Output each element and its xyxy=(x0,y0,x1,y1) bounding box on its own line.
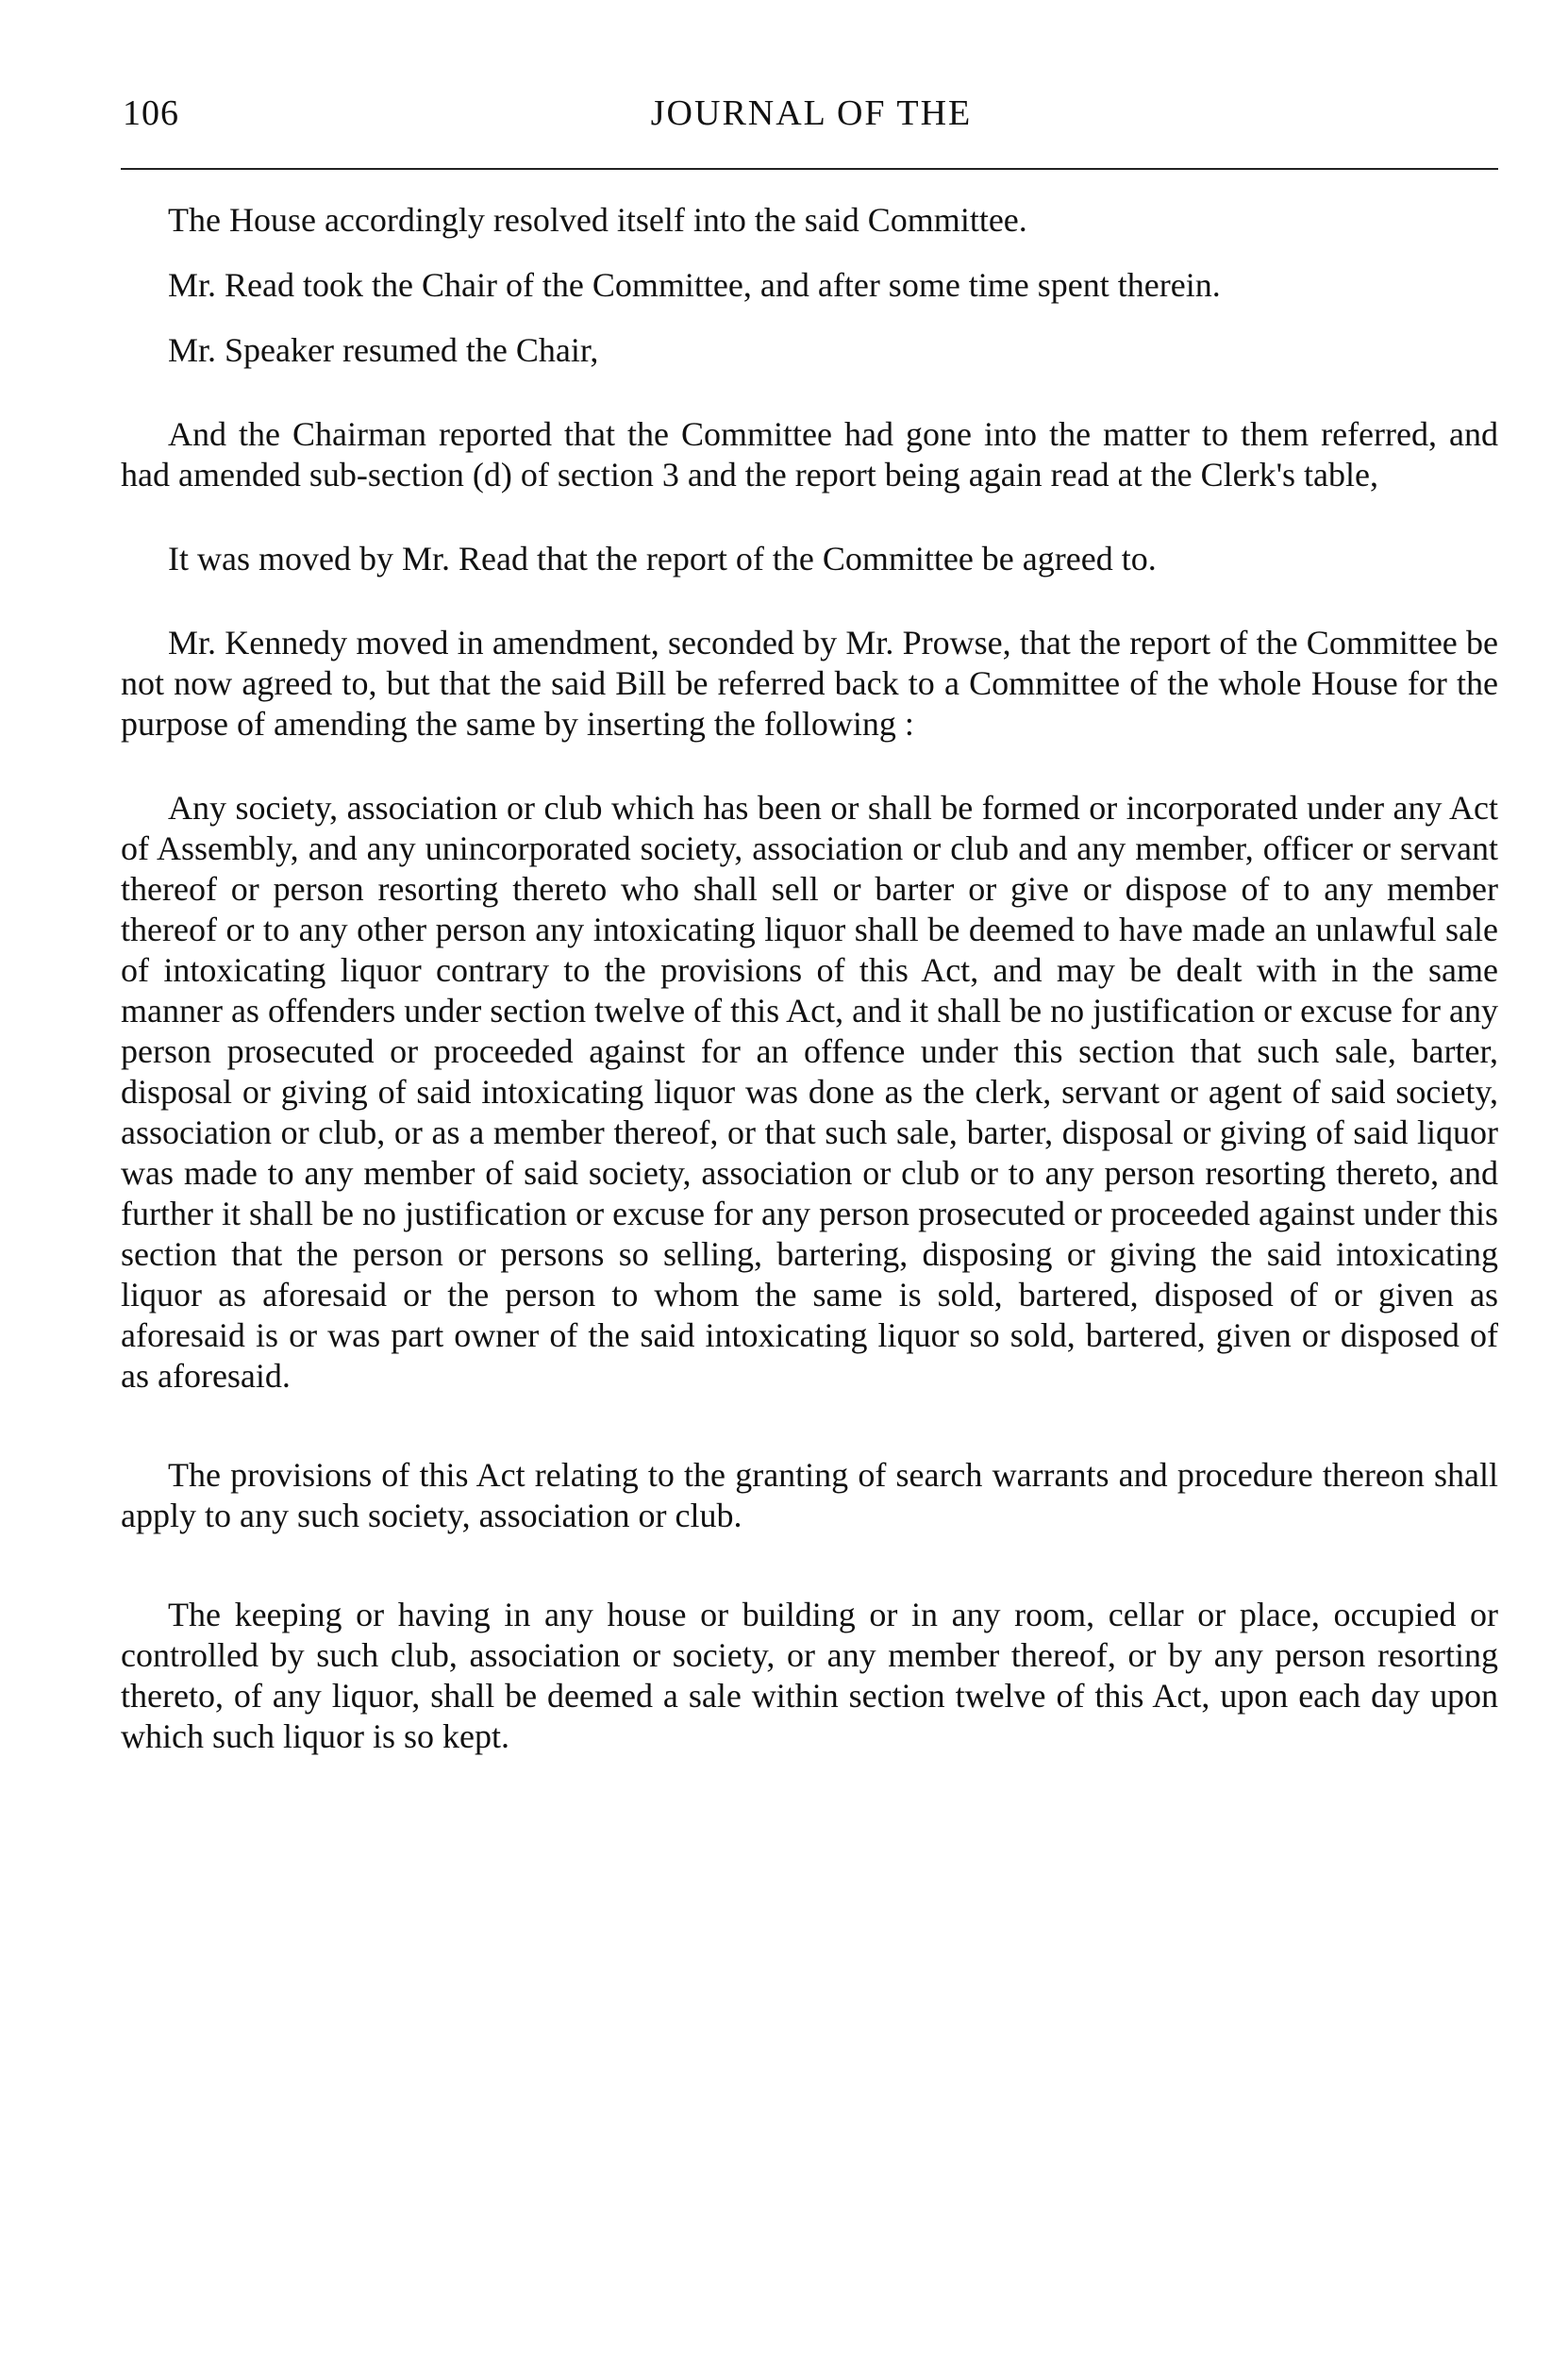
paragraph-keeping-liquor: The keeping or having in any house or building or in any room, cellar or place, occupied or controlled by such club, association or society, or any member thereof, or by any person resorting thereto, of any liquor, shall be deemed a sale within section twelve of this Act, upon each day upon which such liquor is so kept. xyxy=(121,1596,1498,1755)
paragraph-search-warrants: The provisions of this Act relating to the granting of search warrants and procedure thereon shall apply to any such society, association or club. xyxy=(121,1456,1498,1534)
page-header xyxy=(123,92,1500,149)
paragraph-read-took-chair: Mr. Read took the Chair of the Committee, and after some time spent therein. xyxy=(168,266,1221,304)
paragraph-kennedy-amendment: Mr. Kennedy moved in amendment, seconded by Mr. Prowse, that the report of the Committee be not now agreed to, but that the said Bill be referred back to a Committee of the whole House for the purpose of amending the same by inserting the following : xyxy=(121,624,1498,743)
paragraph-society-clause: Any society, association or club which has been or shall be formed or incorporated under any Act of Assembly, and any unincorporated society, association or club and any member, officer or servant thereof or person resorting thereto who shall sell or barter or give or dispose of to any member thereof or to any other person any intoxicating liquor shall be deemed to have made an unlawful sale of intoxicating liquor contrary to the provisions of this Act, and may be dealt with in the same manner as offenders under section twelve of this Act, and it shall be no justification or excuse for any person prosecuted or proceeded against for an offence under this section that such sale, barter, disposal or giving of said intoxicating liquor was done as the clerk, servant or agent of said society, association or club, or as a member thereof, or that such sale, barter, disposal or giving of said liquor was made to any member of said society, association or club or to any person resorting thereto, and further it shall be no justification or excuse for any person prosecuted or proceeded against under this section that the person or persons so selling, bartering, disposing or giving the said intoxicating liquor as aforesaid or the person to whom the same is sold, bartered, disposed of or given as aforesaid is or was part owner of the said intoxicating liquor so sold, bartered, given or disposed of as aforesaid. xyxy=(121,789,1498,1395)
header-rule xyxy=(121,168,1498,170)
paragraph-house-resolved: The House accordingly resolved itself into the said Committee. xyxy=(168,201,1027,239)
page-number: 106 xyxy=(123,93,179,133)
paragraph-speaker-resumed: Mr. Speaker resumed the Chair, xyxy=(168,331,599,369)
running-head: JOURNAL OF THE xyxy=(650,93,973,133)
paragraph-chairman-reported: And the Chairman reported that the Committee had gone into the matter to them referred, and had amended sub-section (d) of section 3 and the report being again read at the Clerk's table, xyxy=(121,415,1498,494)
journal-body xyxy=(121,200,1498,1757)
paragraph-motion-read: It was moved by Mr. Read that the report of the Committee be agreed to. xyxy=(168,540,1157,577)
